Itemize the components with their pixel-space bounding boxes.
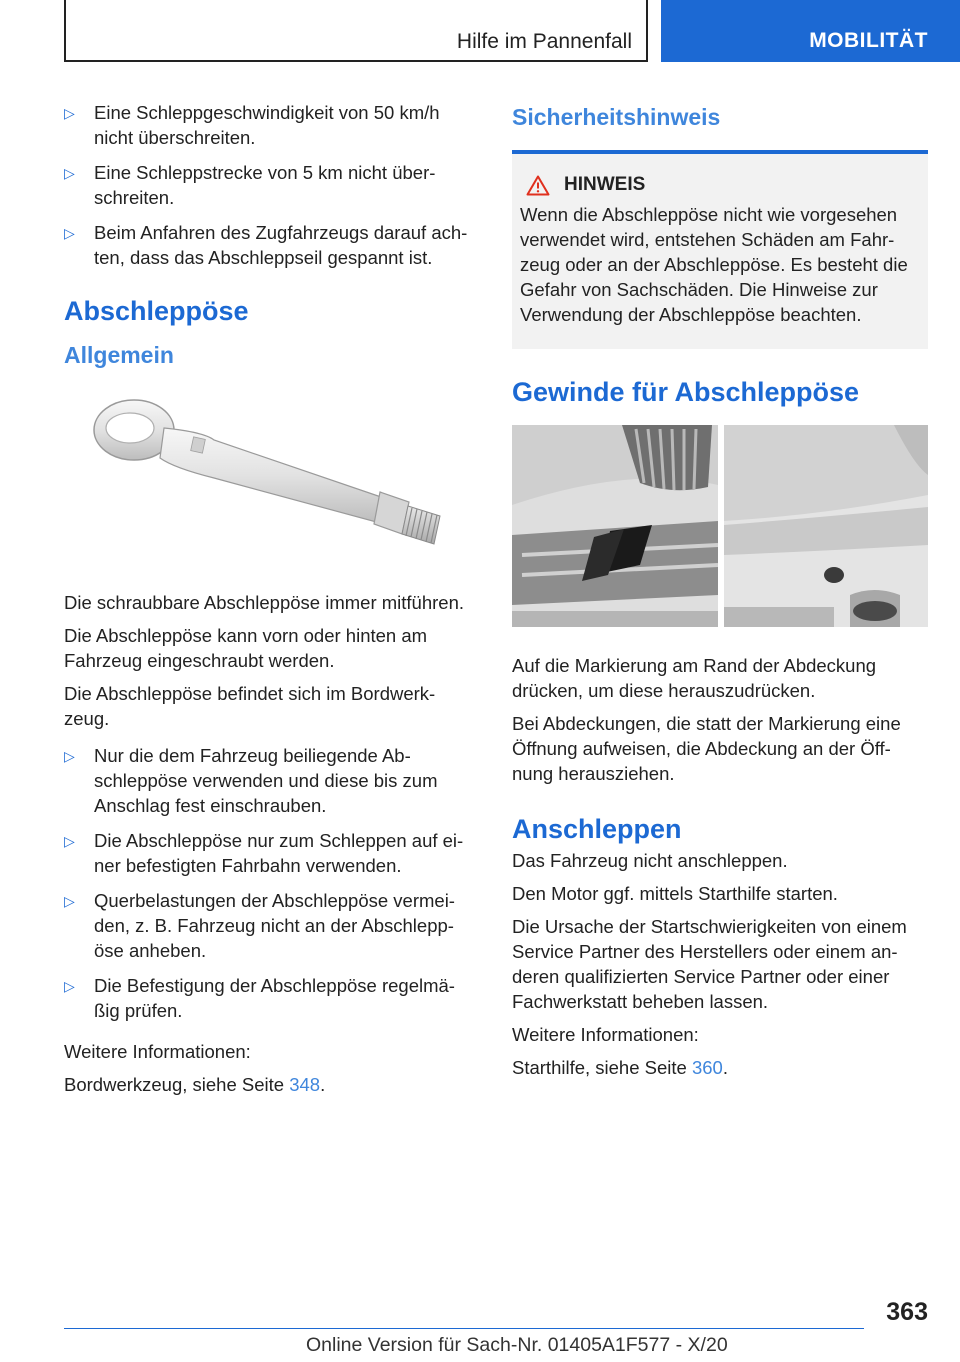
warning-triangle-icon — [526, 175, 550, 196]
paragraph: Den Motor ggf. mittels Starthilfe starten. — [512, 883, 838, 904]
header-section-title: Hilfe im Pannenfall — [456, 30, 632, 53]
page-number: 363 — [886, 1298, 928, 1326]
warning-box — [512, 150, 928, 349]
triangle-right-icon: ▷ — [64, 978, 75, 994]
paragraph: Bei Abdeckungen, die statt der Markierung eine Öffnung aufweisen, die Abdeckung an der Öff-nung herausziehen. — [512, 713, 901, 784]
header-chapter-tab — [661, 0, 960, 62]
page-link[interactable]: 360 — [691, 1057, 723, 1078]
warning-text: Wenn die Abschleppöse nicht wie vorgesehen verwendet wird, entstehen Schäden am Fahr-zeug oder an der Abschleppöse. Es besteht die Gefahr von Sachschäden. Die Hinweise zur Verwendung der Abschleppöse beachten. — [520, 204, 908, 325]
triangle-right-icon: ▷ — [64, 833, 75, 849]
left-column — [64, 100, 480, 1105]
paragraph: Auf die Markierung am Rand der Abdeckung drücken, um diese herauszudrücken. — [512, 655, 877, 701]
paragraph: Das Fahrzeug nicht anschleppen. — [512, 850, 788, 871]
header-chapter-title: MOBILITÄT — [809, 29, 928, 52]
paragraph: Die schraubbare Abschleppöse immer mitführen. — [64, 592, 464, 613]
list-item: ▷ Beim Anfahren des Zugfahrzeugs darauf ach-ten, dass das Abschleppseil gespannt ist. — [64, 222, 468, 268]
list-item: ▷ Die Befestigung der Abschleppöse regelmä-ßig prüfen. — [64, 975, 455, 1021]
page-reference: Starthilfe, siehe Seite 360. — [512, 1057, 728, 1078]
page-reference: Bordwerkzeug, siehe Seite 348. — [64, 1074, 326, 1095]
list-item: ▷ Eine Schleppgeschwindigkeit von 50 km/h nicht überschreiten. — [64, 102, 440, 148]
list-item: ▷ Nur die dem Fahrzeug beiliegende Ab-schleppöse verwenden und diese bis zum Anschlag fest einschrauben. — [64, 745, 438, 816]
bumper-photos — [512, 425, 928, 627]
heading-thread: Gewinde für Abschleppöse — [512, 377, 860, 407]
rear-bumper-photo — [724, 425, 928, 627]
warning-title: HINWEIS — [520, 174, 920, 196]
triangle-right-icon: ▷ — [64, 165, 75, 181]
heading-tow-eye: Abschleppöse — [64, 296, 249, 326]
triangle-right-icon: ▷ — [64, 105, 75, 121]
subheading-general: Allgemein — [64, 342, 174, 368]
footer-divider — [64, 1328, 864, 1329]
page-link[interactable]: 348 — [289, 1074, 321, 1095]
triangle-right-icon: ▷ — [64, 748, 75, 764]
heading-towstart: Anschleppen — [512, 814, 682, 844]
header-section-box — [64, 0, 648, 62]
triangle-right-icon: ▷ — [64, 225, 75, 241]
paragraph: Die Ursache der Startschwierigkeiten von einem Service Partner des Herstellers oder einem an-deren qualifizierten Service Partner oder einer Fachwerkstatt beheben lassen. — [512, 916, 907, 1012]
front-bumper-photo — [512, 425, 718, 627]
online-version-text: Online Version für Sach-Nr. 01405A1F577 - X/20 — [306, 1334, 728, 1356]
paragraph: Die Abschleppöse befindet sich im Bordwerk-zeug. — [64, 683, 436, 729]
tow-eye-illustration — [64, 388, 480, 580]
list-item: ▷ Die Abschleppöse nur zum Schleppen auf ei-ner befestigten Fahrbahn verwenden. — [64, 830, 464, 876]
more-info-label: Weitere Informationen: — [512, 1024, 699, 1045]
right-column — [512, 100, 928, 1088]
list-item: ▷ Querbelastungen der Abschleppöse vermei-den, z. B. Fahrzeug nicht an der Abschlepp-öse anheben. — [64, 890, 455, 961]
paragraph: Die Abschleppöse kann vorn oder hinten am Fahrzeug eingeschraubt werden. — [64, 625, 428, 671]
triangle-right-icon: ▷ — [64, 893, 75, 909]
heading-safety: Sicherheitshinweis — [512, 104, 721, 130]
list-item: ▷ Eine Schleppstrecke von 5 km nicht über-schreiten. — [64, 162, 436, 208]
more-info-label: Weitere Informationen: — [64, 1041, 251, 1062]
